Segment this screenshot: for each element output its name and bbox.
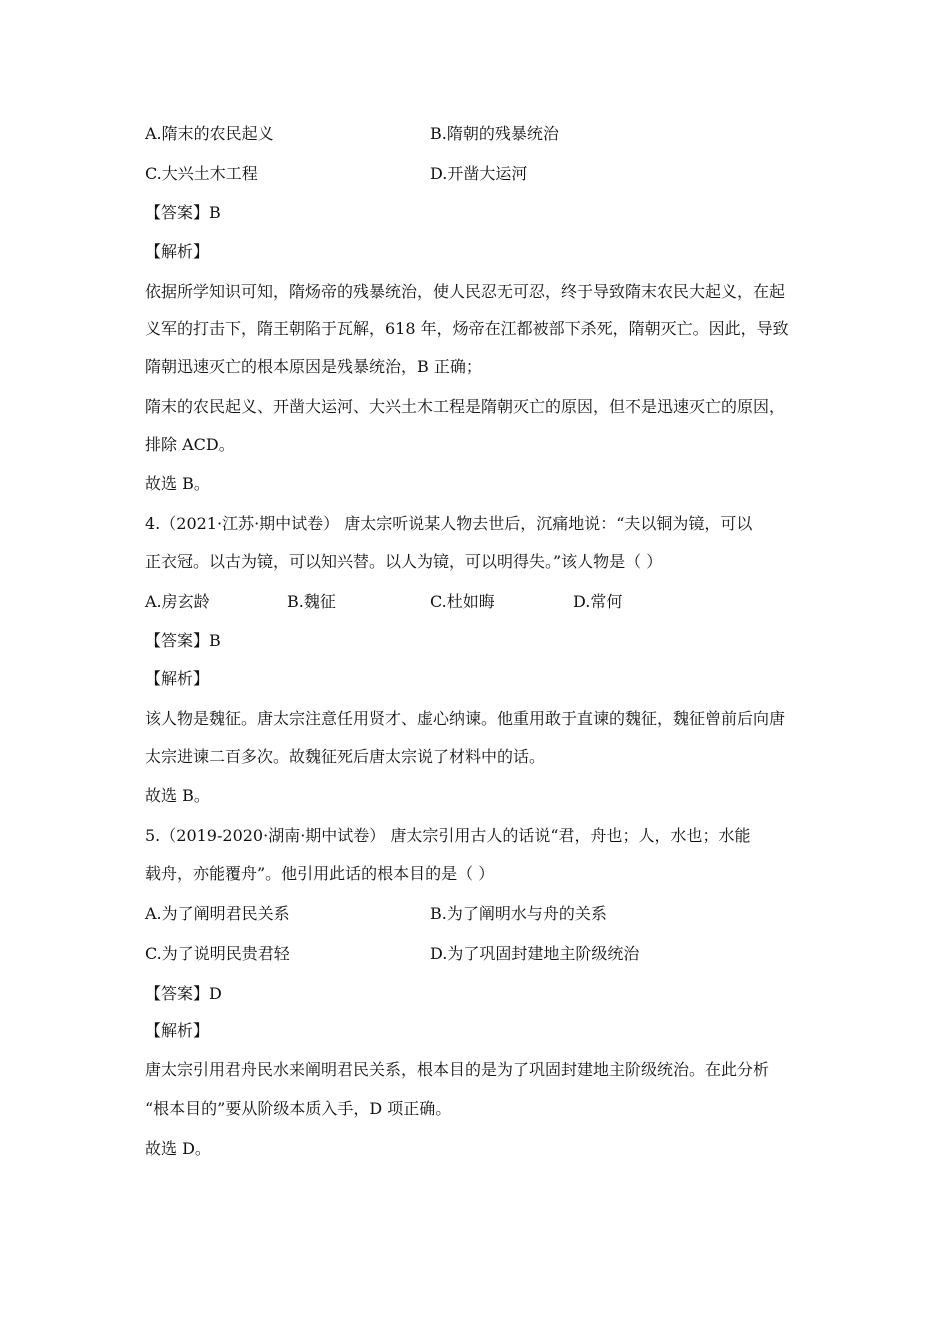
q4-analysis-line: 该人物是魏征。唐太宗注意任用贤才、虚心纳谏。他重用敢于直谏的魏征，魏征曾前后向唐 <box>145 709 786 728</box>
q4-answer: 【答案】B <box>145 631 221 650</box>
q4-option-d: D.常何 <box>573 592 623 611</box>
q4-stem-line: 4.（2021·江苏·期中试卷） 唐太宗听说某人物去世后，沉痛地说：“夫以铜为镜，可以 <box>145 514 753 533</box>
q5-answer: 【答案】D <box>145 984 222 1003</box>
q5-option-a: A.为了阐明君民关系 <box>145 904 290 923</box>
q5-option-c: C.为了说明民贵君轻 <box>145 944 290 963</box>
q4-option-c: C.杜如晦 <box>430 592 495 611</box>
q3-option-d: D.开凿大运河 <box>430 164 528 183</box>
q3-analysis-line: 隋末的农民起义、开凿大运河、大兴土木工程是隋朝灭亡的原因，但不是迅速灭亡的原因， <box>145 397 786 416</box>
q3-option-b: B.隋朝的残暴统治 <box>430 124 559 143</box>
q5-stem-line: 载舟，亦能覆舟”。他引用此话的根本目的是（ ） <box>145 864 495 883</box>
q5-conclusion: 故选 D。 <box>145 1139 211 1158</box>
q3-analysis-line: 排除 ACD。 <box>145 435 235 454</box>
q5-analysis-line: “根本目的”要从阶级本质入手，D 项正确。 <box>145 1099 452 1118</box>
q4-conclusion: 故选 B。 <box>145 786 210 805</box>
q5-analysis-label: 【解析】 <box>145 1021 210 1040</box>
q3-analysis-line: 隋朝迅速灭亡的根本原因是残暴统治，B 正确； <box>145 357 482 376</box>
q3-analysis-label: 【解析】 <box>145 242 210 261</box>
q3-option-a: A.隋末的农民起义 <box>145 124 274 143</box>
q3-option-c: C.大兴土木工程 <box>145 164 258 183</box>
q3-conclusion: 故选 B。 <box>145 474 210 493</box>
q4-option-a: A.房玄龄 <box>145 592 210 611</box>
q3-analysis-line: 依据所学知识可知，隋炀帝的残暴统治，使人民忍无可忍，终于导致隋末农民大起义，在起 <box>145 282 786 301</box>
q5-stem-line: 5.（2019-2020·湖南·期中试卷） 唐太宗引用古人的话说“君，舟也；人，水也；水能 <box>145 826 751 845</box>
q4-stem-line: 正衣冠。以古为镜，可以知兴替。以人为镜，可以明得失。”该人物是（ ） <box>145 552 663 571</box>
q5-option-b: B.为了阐明水与舟的关系 <box>430 904 607 923</box>
q3-analysis-line: 义军的打击下，隋王朝陷于瓦解，618 年，炀帝在江都被部下杀死，隋朝灭亡。因此，导致 <box>145 319 789 338</box>
q4-analysis-line: 太宗进谏二百多次。故魏征死后唐太宗说了材料中的话。 <box>145 747 546 766</box>
q5-option-d: D.为了巩固封建地主阶级统治 <box>430 944 640 963</box>
q4-option-b: B.魏征 <box>287 592 336 611</box>
q5-analysis-line: 唐太宗引用君舟民水来阐明君民关系，根本目的是为了巩固封建地主阶级统治。在此分析 <box>145 1060 770 1079</box>
q4-analysis-label: 【解析】 <box>145 669 210 688</box>
q3-answer: 【答案】B <box>145 203 221 222</box>
